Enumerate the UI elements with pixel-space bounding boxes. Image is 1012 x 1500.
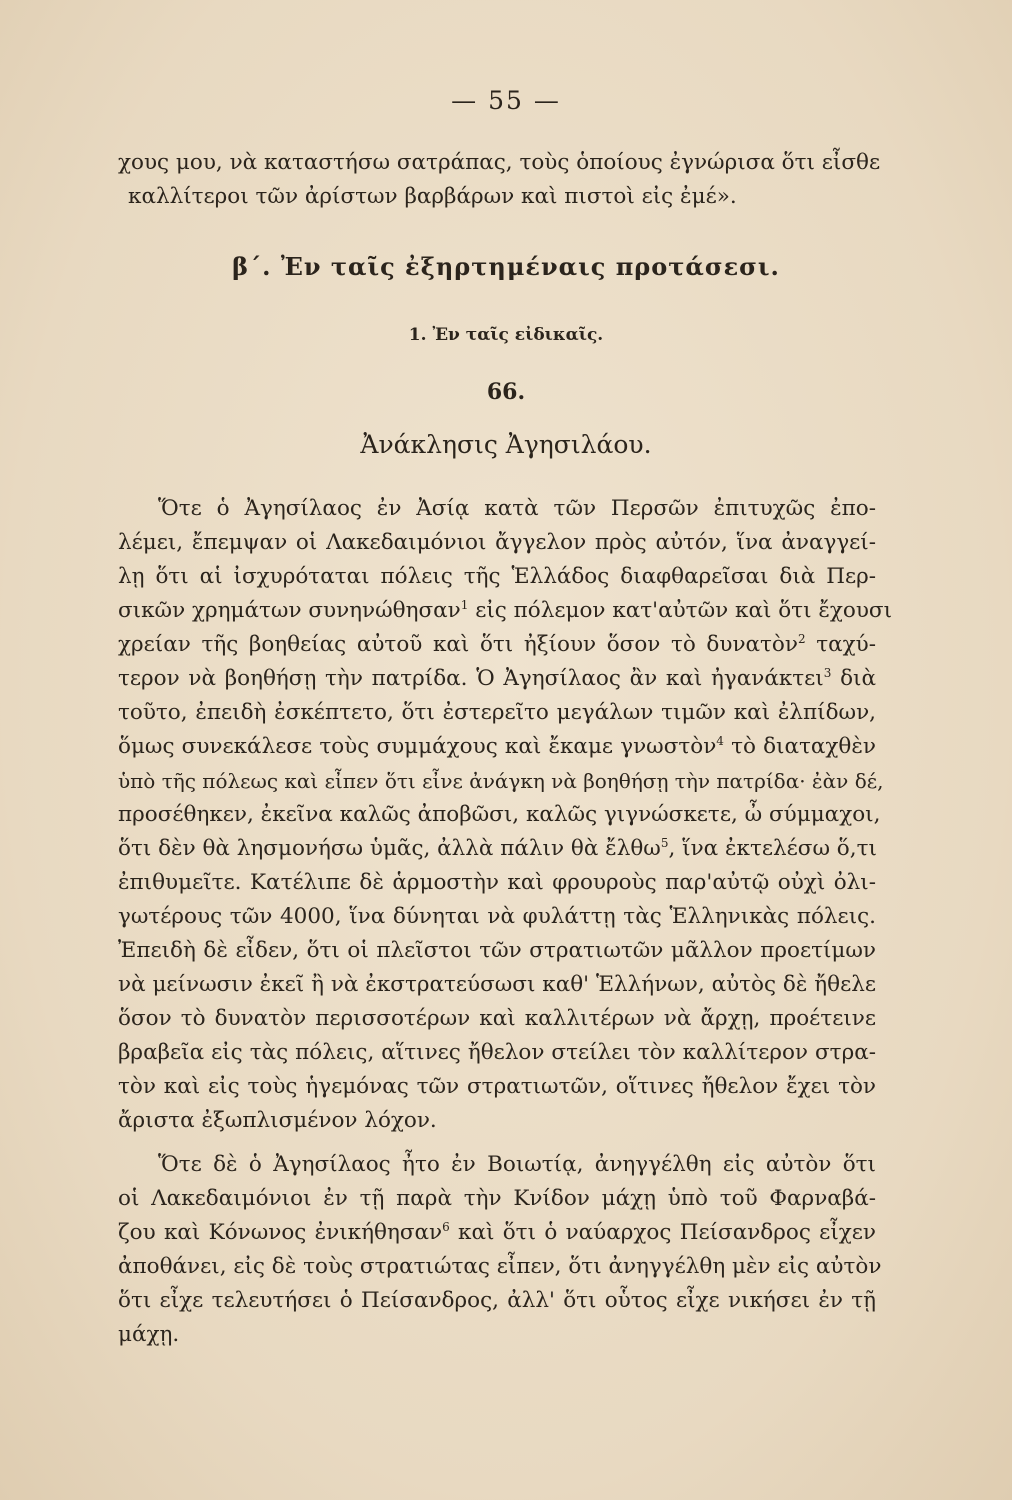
paragraph-1-line-18: τὸν καὶ εἰς τοὺς ἡγεμόνας τῶν στρατιωτῶν, οἵτινες ἤθελον ἔχει τὸν	[118, 1074, 876, 1099]
paragraph-1-line-19: ἄριστα ἐξωπλισμένον λόχον.	[118, 1108, 437, 1133]
footnote-marker-3: 3	[823, 665, 832, 680]
paragraph-1-line-1: Ὅτε ὁ Ἀγησίλαος ἐν Ἀσίᾳ κατὰ τῶν Περσῶν ἐπιτυχῶς ἐπο-	[158, 496, 876, 521]
paragraph-1-line-6	[118, 662, 876, 696]
footnote-marker-6: 6	[442, 1219, 450, 1234]
paragraph-1-line-9: ὑπὸ τῆς πόλεως καὶ εἶπεν ὅτι εἶνε ἀνάγκη νὰ βοηθήσῃ τὴν πατρίδα· ἐὰν δέ,	[118, 769, 884, 793]
page-number: — 55 —	[451, 86, 561, 115]
chapter-title: Ἀνάκλησις Ἀγησιλάου.	[360, 430, 652, 459]
paragraph-1-line-2: λέμει, ἔπεμψαν οἱ Λακεδαιμόνιοι ἄγγελον πρὸς αὐτόν, ἵνα ἀναγγεί-	[118, 530, 876, 555]
text-segment: ὅμως συνεκάλεσε τοὺς συμμάχους καὶ ἔκαμε γνωστὸν	[118, 734, 717, 759]
paragraph-2-line-6: μάχῃ.	[118, 1322, 180, 1347]
paragraph-1-line-4	[118, 594, 893, 628]
section-heading: β΄. Ἐν ταῖς ἐξηρτημέναις προτάσεσι.	[232, 252, 780, 281]
chapter-number: 66.	[486, 379, 526, 405]
paragraph-2-line-4: ἀποθάνει, εἰς δὲ τοὺς στρατιώτας εἶπεν, ὅτι ἀνηγγέλθη μὲν εἰς αὐτὸν	[118, 1254, 882, 1279]
footnote-marker-4: 4	[716, 733, 724, 748]
paragraph-1-line-16: ὅσον τὸ δυνατὸν περισσοτέρων καὶ καλλιτέρων νὰ ἄρχῃ, προέτεινε	[118, 1006, 876, 1031]
text-segment: ταχύ-	[805, 632, 876, 657]
paragraph-1-line-3: λῃ ὅτι αἱ ἰσχυρόταται πόλεις τῆς Ἑλλάδος διαφθαρεῖσαι διὰ Περ-	[118, 564, 876, 589]
paragraph-1-line-17: βραβεῖα εἰς τὰς πόλεις, αἵτινες ἤθελον στείλει τὸν καλλίτερον στρα-	[118, 1040, 876, 1065]
text-segment: εἰς πόλεμον κατ'αὐτῶν καὶ ὅτι ἔχουσι	[468, 598, 893, 623]
paragraph-1-line-14: Ἐπειδὴ δὲ εἶδεν, ὅτι οἱ πλεῖστοι τῶν στρατιωτῶν μᾶλλον προετίμων	[118, 938, 876, 963]
text-segment: διὰ	[831, 666, 876, 691]
paragraph-2-line-3	[118, 1216, 876, 1250]
paragraph-1-line-11	[118, 832, 876, 866]
paragraph-2-line-2: οἱ Λακεδαιμόνιοι ἐν τῇ παρὰ τὴν Κνίδον μάχῃ ὑπὸ τοῦ Φαρναβά-	[118, 1186, 876, 1211]
footnote-marker-5: 5	[660, 835, 669, 850]
opening-line-2: καλλίτεροι τῶν ἀρίστων βαρβάρων καὶ πιστοὶ εἰς ἐμέ».	[128, 184, 737, 209]
text-segment: ζου καὶ Κόνωνος ἐνικήθησαν	[118, 1220, 443, 1245]
opening-line-1: χους μου, νὰ καταστήσω σατράπας, τοὺς ὁποίους ἐγνώρισα ὅτι εἶσθε	[118, 150, 881, 175]
subsection-heading: 1. Ἐν ταῖς εἰδικαῖς.	[408, 325, 604, 345]
text-segment: σικῶν χρημάτων συνηνώθησαν	[118, 598, 461, 623]
paragraph-1-line-15: νὰ μείνωσιν ἐκεῖ ἢ νὰ ἐκστρατεύσωσι καθ' Ἑλλήνων, αὐτὸς δὲ ἤθελε	[118, 972, 876, 997]
paragraph-1-line-7: τοῦτο, ἐπειδὴ ἐσκέπτετο, ὅτι ἐστερεῖτο μεγάλων τιμῶν καὶ ἐλπίδων,	[118, 700, 876, 725]
paragraph-1-line-10: προσέθηκεν, ἐκεῖνα καλῶς ἀποβῶσι, καλῶς γιγνώσκετε, ὦ σύμμαχοι,	[118, 802, 881, 827]
paragraph-2-line-1: Ὅτε δὲ ὁ Ἀγησίλαος ἦτο ἐν Βοιωτίᾳ, ἀνηγγέλθη εἰς αὐτὸν ὅτι	[158, 1152, 876, 1177]
paragraph-2-line-5: ὅτι εἶχε τελευτήσει ὁ Πείσανδρος, ἀλλ' ὅτι οὗτος εἶχε νικήσει ἐν τῇ	[118, 1288, 876, 1313]
text-segment: χρείαν τῆς βοηθείας αὐτοῦ καὶ ὅτι ἠξίουν ὅσον τὸ δυνατὸν	[118, 632, 798, 657]
text-segment: ὅτι δὲν θὰ λησμονήσω ὑμᾶς, ἀλλὰ πάλιν θὰ ἔλθω	[118, 836, 661, 861]
paragraph-1-line-5	[118, 628, 876, 662]
footnote-marker-1: 1	[460, 597, 469, 612]
text-segment: καὶ ὅτι ὁ ναύαρχος Πείσανδρος εἶχεν	[449, 1220, 876, 1245]
paragraph-1-line-12: ἐπιθυμεῖτε. Κατέλιπε δὲ ἁρμοστὴν καὶ φρουροὺς παρ'αὐτῷ οὐχὶ ὀλι-	[118, 870, 876, 895]
text-segment: , ἵνα ἐκτελέσω ὅ,τι	[668, 836, 877, 861]
paragraph-1-line-13: γωτέρους τῶν 4000, ἵνα δύνηται νὰ φυλάττῃ τὰς Ἑλληνικὰς πόλεις.	[118, 904, 876, 929]
text-segment: τὸ διαταχθὲν	[723, 734, 876, 759]
footnote-marker-2: 2	[797, 631, 806, 646]
paragraph-1-line-8	[118, 730, 876, 764]
text-segment: τερον νὰ βοηθήσῃ τὴν πατρίδα. Ὁ Ἀγησίλαος ἂν καὶ ἠγανάκτει	[118, 666, 824, 691]
